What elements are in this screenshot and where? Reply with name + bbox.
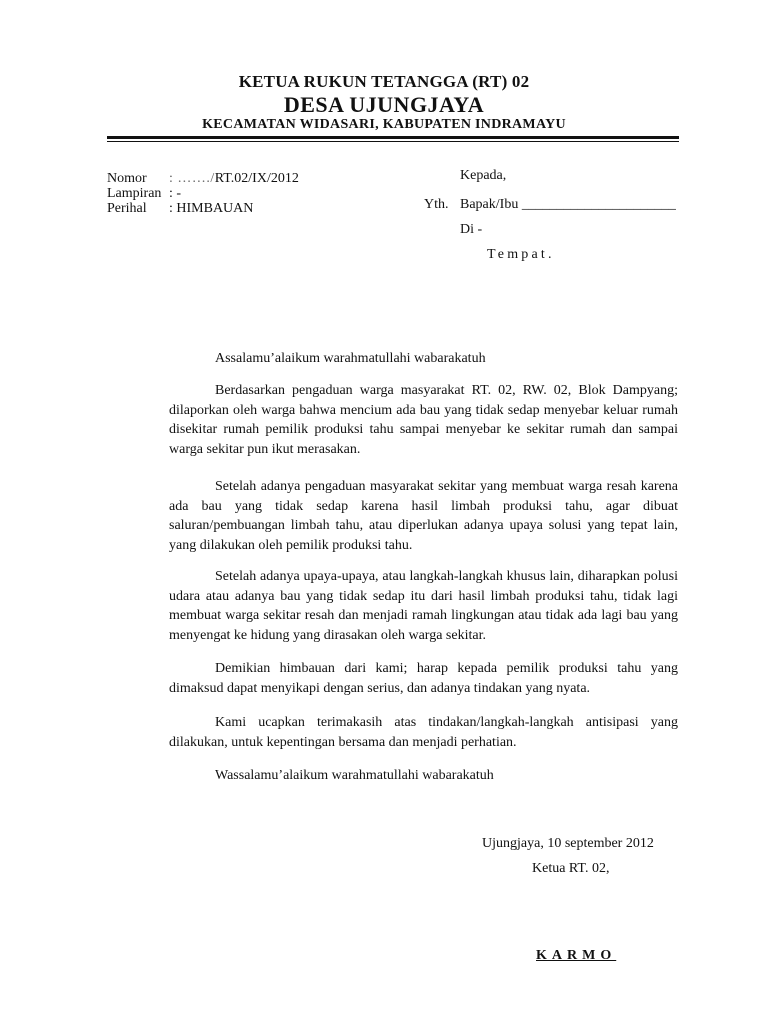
- nomor-value: [169, 171, 299, 186]
- paragraph-4: Demikian himbauan dari kami; harap kepada pemilik produksi tahu yang dimaksud dapat menyikapi dengan serius, dan adanya tindakan yang nyata.: [169, 661, 678, 696]
- lampiran-value: : -: [169, 186, 182, 201]
- nomor-prefix: : ……./: [169, 171, 215, 186]
- addressee-kepada: Kepada,: [460, 168, 507, 183]
- letterhead-divider-thick: [107, 136, 679, 139]
- greeting: Assalamu’alaikum warahmatullahi wabarakatuh: [215, 351, 486, 366]
- perihal-value: : HIMBAUAN: [169, 201, 254, 216]
- letterhead-district: KECAMATAN WIDASARI, KABUPATEN INDRAMAYU: [202, 117, 566, 132]
- meta-row-lampiran: [107, 186, 299, 201]
- nomor-label: Nomor: [107, 171, 147, 186]
- addressee-yth-label: Yth.: [424, 197, 449, 212]
- nomor-number: RT.02/IX/2012: [214, 171, 299, 186]
- addressee-di: Di -: [460, 222, 483, 237]
- signatory-name: KARMO: [536, 948, 617, 963]
- letterhead-village: DESA UJUNGJAYA: [283, 92, 485, 117]
- paragraph-1: Berdasarkan pengaduan warga masyarakat RT. 02, RW. 02, Blok Dampyang; dilaporkan oleh warga bahwa mencium ada bau yang tidak sedap menyebar keluar rumah disekitar rumah pemilik produksi tahu sampai menyebar ke sekitar rumah dan sampai warga sekitar pun ikut merasakan.: [169, 383, 678, 457]
- paragraph-3: Setelah adanya upaya-upaya, atau langkah-langkah khusus lain, diharapkan polusi udara atau adanya bau yang tidak sedap itu dari hasil limbah produksi tahu, tidak lagi membuat warga sekitar resah dan menjadi ramah lingkungan atau tidak ada lagi bau yang menyengat ke hidung yang dirasakan oleh warga sekitar.: [169, 569, 678, 643]
- letterhead-divider-thin: [107, 141, 679, 142]
- addressee-tempat: Tempat.: [487, 247, 555, 262]
- meta-row-perihal: [107, 201, 299, 216]
- meta-row-nomor: [107, 171, 299, 186]
- paragraph-2: Setelah adanya pengaduan masyarakat sekitar yang membuat warga resah karena ada bau yang tidak sedap karena hasil limbah produksi tahu, agar dibuat saluran/pembuangan limbah tahu, atau diperlukan adanya upaya solusi yang tepat lain, yang dilakukan oleh pemilik produksi tahu.: [169, 479, 678, 553]
- letterhead-title: KETUA RUKUN TETANGGA (RT) 02: [238, 72, 530, 91]
- place-date: Ujungjaya, 10 september 2012: [482, 836, 654, 851]
- paragraph-5: Kami ucapkan terimakasih atas tindakan/langkah-langkah antisipasi yang dilakukan, untuk kepentingan bersama dan menjadi perhatian.: [169, 715, 678, 750]
- addressee-name: Bapak/Ibu ______________________: [460, 197, 676, 212]
- closing-greeting: Wassalamu’alaikum warahmatullahi wabarakatuh: [215, 768, 494, 783]
- letter-meta: [107, 171, 299, 216]
- signatory-title: Ketua RT. 02,: [532, 861, 610, 876]
- lampiran-label: Lampiran: [107, 186, 162, 201]
- perihal-label: Perihal: [107, 201, 147, 216]
